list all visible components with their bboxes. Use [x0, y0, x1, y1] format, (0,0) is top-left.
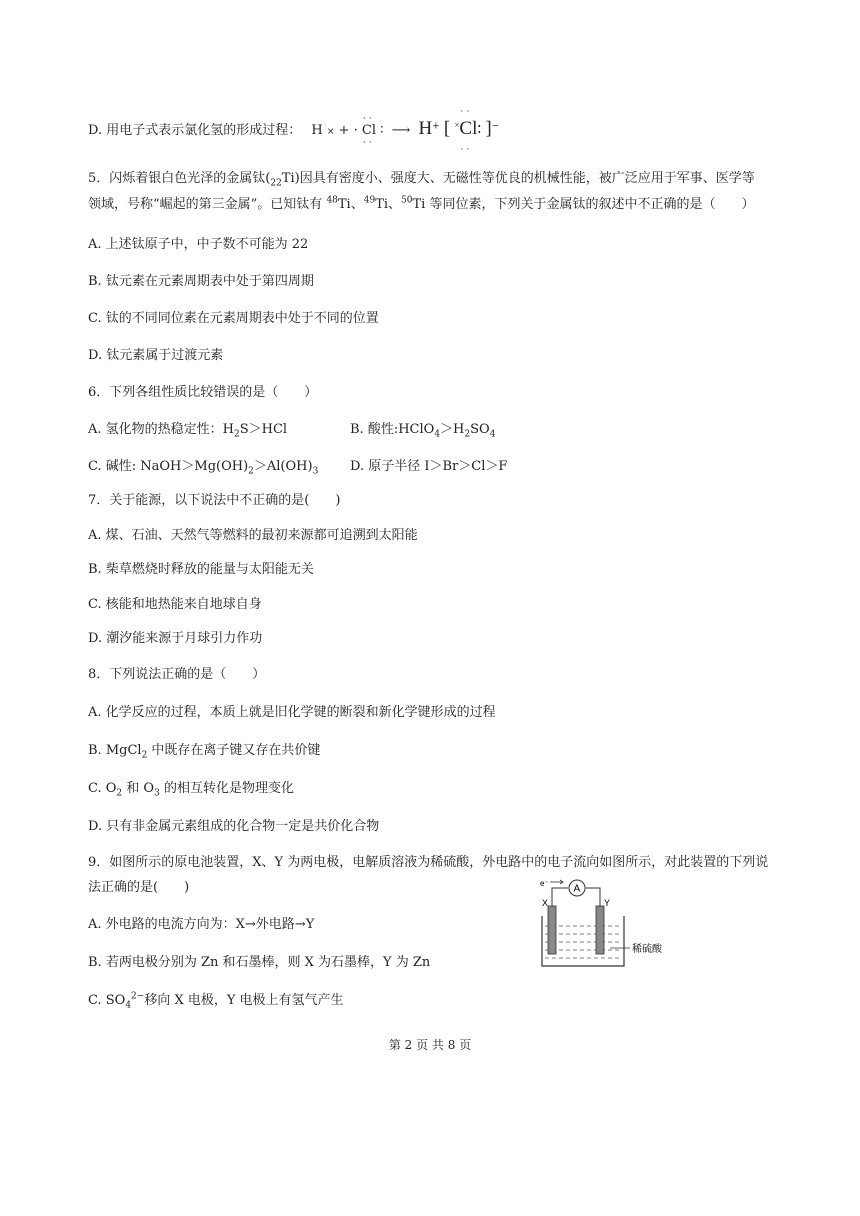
q9-option-c — [88, 992, 344, 1010]
text: A. 氢化物的热稳定性：H — [88, 422, 234, 437]
ammeter-label: A — [573, 883, 581, 895]
subscript: 4 — [489, 429, 496, 440]
electron-dot: · — [353, 123, 358, 138]
superscript: 2− — [131, 991, 145, 1002]
right-bracket: ] — [485, 118, 492, 139]
solution-label: 稀硫酸 — [632, 944, 662, 955]
galvanic-cell-diagram — [530, 878, 680, 978]
q9-stem-line1: 9．如图所示的原电池装置，X、Y 为两电极，电解质溶液为稀硫酸，外电路中的电子流向如图所示，对此装置的下列说 — [88, 855, 769, 870]
text: S＞HCl — [239, 422, 288, 437]
q8-option-d: D. 只有非金属元素组成的化合物一定是共价化合物 — [88, 819, 380, 834]
text: C. 碱性: NaOH＞Mg(OH) — [88, 459, 249, 474]
q8-option-c — [88, 780, 294, 798]
electrode-y-label: Y — [604, 898, 611, 908]
page-footer: 第 2 页 共 8 页 — [388, 1038, 472, 1052]
text: SO — [470, 422, 490, 437]
text: 中既存在离子键又存在共价键 — [147, 743, 321, 758]
text: 领域，号称“崛起的第三金属”。已知钛有 — [88, 197, 327, 212]
wire-right — [586, 888, 600, 906]
subscript: 4 — [434, 429, 441, 440]
q5-option-d: D. 钛元素属于过渡元素 — [88, 348, 224, 363]
text: 移向 X 电极，Y 电极上有氢气产生 — [144, 993, 344, 1008]
mass-number: 49 — [363, 195, 376, 206]
q7-option-c: C. 核能和地热能来自地球自身 — [88, 597, 262, 612]
subscript: 2 — [141, 750, 148, 761]
text: 和 O — [122, 781, 155, 796]
ti-symbol: Ti — [337, 197, 351, 212]
q7-stem: 7．关于能源，以下说法中不正确的是( ) — [88, 493, 341, 508]
mass-number: 48 — [326, 195, 338, 206]
subscript: 2 — [116, 788, 123, 799]
text: 5．闪烁着银白色光泽的金属钛( — [88, 171, 271, 186]
left-bracket: [ — [443, 118, 451, 139]
option-d-hcl-formation — [88, 106, 500, 154]
cl-ion-symbol: Cl — [459, 118, 478, 139]
ti-symbol: Ti — [375, 197, 389, 212]
q8-option-a: A. 化学反应的过程，本质上就是旧化学键的断裂和新化学键形成的过程 — [88, 705, 496, 720]
text: Ti)因具有密度小、强度大、无磁性等优良的机械性能，被广泛应用于军事、医学等 — [281, 171, 755, 186]
text: ＞H — [440, 422, 465, 437]
atomic-number: 22 — [270, 178, 282, 189]
electrode-x — [548, 906, 556, 954]
option-text: D. 用电子式表示氯化氢的形成过程： — [88, 123, 302, 138]
plus-sign: + — [338, 123, 350, 138]
q7-option-a: A. 煤、石油、天然气等燃料的最初来源都可追溯到太阳能 — [88, 528, 418, 543]
text: 的相互转化是物理变化 — [159, 781, 294, 796]
q9-option-a: A. 外电路的电流方向为：X→外电路→Y — [88, 917, 315, 932]
electrode-y — [596, 906, 604, 954]
q8-option-b — [88, 742, 320, 760]
q5-option-b: B. 钛元素在元素周期表中处于第四周期 — [88, 274, 314, 289]
q9-option-b: B. 若两电极分别为 Zn 和石墨棒，则 X 为石墨棒，Y 为 Zn — [88, 955, 431, 970]
reaction-arrow: ⟶ — [391, 123, 411, 138]
text: B. MgCl — [88, 743, 142, 758]
q5-stem-line2 — [88, 196, 755, 214]
subscript: 3 — [154, 788, 160, 799]
cl-atom: Cl — [361, 123, 376, 138]
electron-cross: × — [326, 127, 335, 137]
q6-option-b — [350, 421, 495, 439]
subscript: 2 — [464, 429, 471, 440]
text: B. 酸性:HClO — [350, 422, 435, 437]
solution-lines — [545, 926, 621, 958]
text: 等同位素，下列关于金属钛的叙述中不正确的是（ ） — [425, 197, 755, 212]
sep: 、 — [388, 197, 402, 212]
text: C. SO — [88, 993, 126, 1008]
subscript: 4 — [125, 1000, 132, 1011]
cl-ion: ·· ×Cl∶ ·· — [454, 106, 482, 154]
q5-stem-line1 — [88, 170, 755, 188]
q7-option-d: D. 潮汐能来源于月球引力作功 — [88, 631, 263, 646]
q8-stem: 8．下列说法正确的是（ ） — [88, 667, 266, 682]
q6-stem: 6．下列各组性质比较错误的是（ ） — [88, 385, 318, 400]
text: ＞Al(OH) — [253, 459, 313, 474]
cl-atom-dots: ·· Cl ·· — [361, 114, 376, 148]
subscript: 2 — [234, 429, 240, 440]
electron-pair: ∶ — [380, 123, 384, 138]
q6-option-c — [88, 458, 318, 476]
mass-number: 50 — [401, 195, 413, 206]
wire-left — [552, 888, 568, 906]
q6-option-a — [88, 421, 287, 439]
q5-option-c: C. 钛的不同同位素在元素周期表中处于不同的位置 — [88, 311, 379, 326]
subscript: 2 — [248, 466, 254, 477]
q5-option-a: A. 上述钛原子中，中子数不可能为 22 — [88, 237, 309, 252]
electron-label: e⁻ — [540, 879, 549, 888]
electrode-x-label: X — [542, 898, 549, 908]
q6-option-d: D. 原子半径 I＞Br＞Cl＞F — [350, 459, 508, 474]
charge-plus: + — [432, 121, 440, 132]
text: C. O — [88, 781, 117, 796]
sep: 、 — [350, 197, 364, 212]
charge-minus: − — [491, 121, 500, 132]
q7-option-b: B. 柴草燃烧时释放的能量与太阳能无关 — [88, 562, 314, 577]
subscript: 3 — [312, 466, 319, 477]
h-atom: H — [311, 123, 323, 138]
q9-stem-line2: 法正确的是( ) — [88, 880, 190, 895]
ti-symbol: Ti — [412, 197, 426, 212]
h-ion: H — [418, 118, 433, 139]
